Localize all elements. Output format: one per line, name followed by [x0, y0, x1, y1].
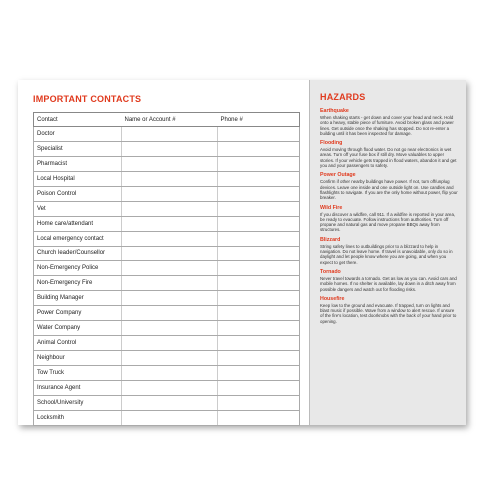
table-row — [34, 351, 300, 366]
contact-label: Water Company — [34, 321, 122, 336]
hazard-list — [320, 108, 458, 324]
table-row — [34, 366, 300, 381]
contact-label: Local Hospital — [34, 171, 122, 186]
hazard-description: String safety lines to outbuildings prior to a blizzard to help in navigation. Do not leave home. If travel is unavoidable, only do so in daylight and let people know where you are going, and when you expect to get there. — [320, 243, 453, 265]
hazard-description: Avoid moving through flood water. Do not go near electronics in wet areas. Turn off your fuse box if still dry. Move valuables to upper stories. If your vehicle gets trapped in flood waters, abandon it and get you and your passengers to safety. — [320, 147, 457, 169]
contact-label: Specialist — [34, 141, 122, 156]
hazard-title: Power Outage — [320, 172, 356, 179]
hazard-item — [320, 140, 458, 168]
contact-label: Pharmacist — [34, 156, 122, 171]
table-row — [34, 216, 300, 231]
contact-label: Local emergency contact — [34, 231, 122, 246]
phone-cell — [218, 336, 300, 351]
contact-label: Building Manager — [34, 291, 122, 306]
name-or-account-cell — [122, 216, 218, 231]
hazard-item — [320, 172, 458, 200]
table-row — [34, 246, 300, 261]
contact-label: Animal Control — [34, 336, 122, 351]
phone-cell — [218, 306, 300, 321]
table-row — [34, 395, 300, 410]
contacts-panel — [18, 80, 310, 425]
contact-label: Home care/attendant — [34, 216, 122, 231]
hazard-description: Confirm if other nearby buildings have power. If not, turn off/unplug devices. Leave one inside and one outside light on. Use candles and flashlights to navigate. If you are the only home without power, flip your breaker. — [320, 179, 458, 201]
phone-cell — [218, 261, 300, 276]
hazards-panel — [310, 80, 466, 425]
table-row — [34, 186, 300, 201]
hazard-item — [320, 296, 458, 324]
phone-cell — [218, 351, 300, 366]
name-or-account-cell — [122, 306, 218, 321]
phone-cell — [218, 156, 300, 171]
phone-cell — [218, 380, 300, 395]
name-or-account-cell — [122, 231, 218, 246]
contact-label: Doctor — [34, 127, 122, 142]
contact-label: Locksmith — [34, 410, 122, 425]
hazard-title: Flooding — [320, 140, 343, 147]
contact-label: Non-Emergency Police — [34, 261, 122, 276]
name-or-account-cell — [122, 336, 218, 351]
table-row — [34, 171, 300, 186]
contact-label: Vet — [34, 201, 122, 216]
name-or-account-cell — [122, 291, 218, 306]
table-row — [34, 141, 300, 156]
table-row — [34, 336, 300, 351]
name-or-account-cell — [122, 201, 218, 216]
name-or-account-cell — [122, 186, 218, 201]
phone-cell — [218, 395, 300, 410]
hazard-item — [320, 108, 458, 136]
hazard-description: Keep low to the ground and evacuate. If trapped, turn on lights and blast music if possible. Wave from a window to alert rescue. If unsure of the fire's location, test doorknobs with the back of your hand prior to opening. — [320, 302, 457, 324]
name-or-account-cell — [122, 395, 218, 410]
table-row — [34, 410, 300, 425]
hazard-title: Blizzard — [320, 236, 341, 243]
contacts-header-row — [34, 113, 300, 127]
table-row — [34, 231, 300, 246]
name-or-account-cell — [122, 366, 218, 381]
phone-cell — [218, 127, 300, 142]
phone-cell — [218, 171, 300, 186]
contact-label: Insurance Agent — [34, 380, 122, 395]
hazard-title: Tornado — [320, 268, 341, 275]
name-or-account-cell — [122, 380, 218, 395]
emergency-card — [18, 80, 466, 425]
table-row — [34, 380, 300, 395]
name-or-account-cell — [122, 127, 218, 142]
column-header-phone: Phone # — [218, 113, 300, 127]
hazards-heading: HAZARDS — [320, 92, 366, 102]
phone-cell — [218, 216, 300, 231]
phone-cell — [218, 141, 300, 156]
phone-cell — [218, 201, 300, 216]
column-header-name: Name or Account # — [122, 113, 218, 127]
hazard-title: Housefire — [320, 295, 345, 302]
hazard-description: When shaking starts - get down and cover your head and neck. Hold onto a heavy, stable piece of furniture. Avoid broken glass and power lines. Get outside once the shaking has stopped. Do not re-enter a building until it has been inspected for damage. — [320, 115, 454, 136]
phone-cell — [218, 276, 300, 291]
phone-cell — [218, 246, 300, 261]
hazard-description: If you discover a wildfire, call 911. If a wildfire is reported in your area, be ready to evacuate. Follow instructions from authorities. Turn off propane and natural gas and move propane BBQs away from structures. — [320, 211, 456, 233]
hazard-item — [320, 237, 458, 265]
table-row — [34, 306, 300, 321]
contact-label: School/University — [34, 395, 122, 410]
hazard-description: Never travel towards a tornado. Get as low as you can. Avoid cars and mobile homes. If no shelter is available, lay down in a ditch away from possible dangers and watch out for flooding risks. — [320, 275, 457, 292]
table-row — [34, 261, 300, 276]
name-or-account-cell — [122, 141, 218, 156]
table-row — [34, 276, 300, 291]
table-row — [34, 156, 300, 171]
hazard-item — [320, 269, 458, 292]
contacts-table — [33, 112, 300, 426]
table-row — [34, 127, 300, 142]
hazard-title: Wild Fire — [320, 204, 343, 211]
name-or-account-cell — [122, 246, 218, 261]
contacts-heading: IMPORTANT CONTACTS — [33, 94, 142, 104]
phone-cell — [218, 321, 300, 336]
column-header-contact: Contact — [34, 113, 122, 127]
table-row — [34, 321, 300, 336]
table-row — [34, 291, 300, 306]
name-or-account-cell — [122, 410, 218, 425]
contact-label: Tow Truck — [34, 366, 122, 381]
phone-cell — [218, 410, 300, 425]
phone-cell — [218, 366, 300, 381]
table-row — [34, 201, 300, 216]
contact-label: Neighbour — [34, 351, 122, 366]
hazard-title: Earthquake — [320, 108, 349, 114]
phone-cell — [218, 291, 300, 306]
name-or-account-cell — [122, 351, 218, 366]
contact-label: Non-Emergency Fire — [34, 276, 122, 291]
phone-cell — [218, 231, 300, 246]
name-or-account-cell — [122, 321, 218, 336]
name-or-account-cell — [122, 171, 218, 186]
name-or-account-cell — [122, 261, 218, 276]
contact-label: Church leader/Counsellor — [34, 246, 122, 261]
contact-label: Power Company — [34, 306, 122, 321]
name-or-account-cell — [122, 276, 218, 291]
phone-cell — [218, 186, 300, 201]
hazard-item — [320, 205, 458, 233]
contact-label: Poison Control — [34, 186, 122, 201]
name-or-account-cell — [122, 156, 218, 171]
